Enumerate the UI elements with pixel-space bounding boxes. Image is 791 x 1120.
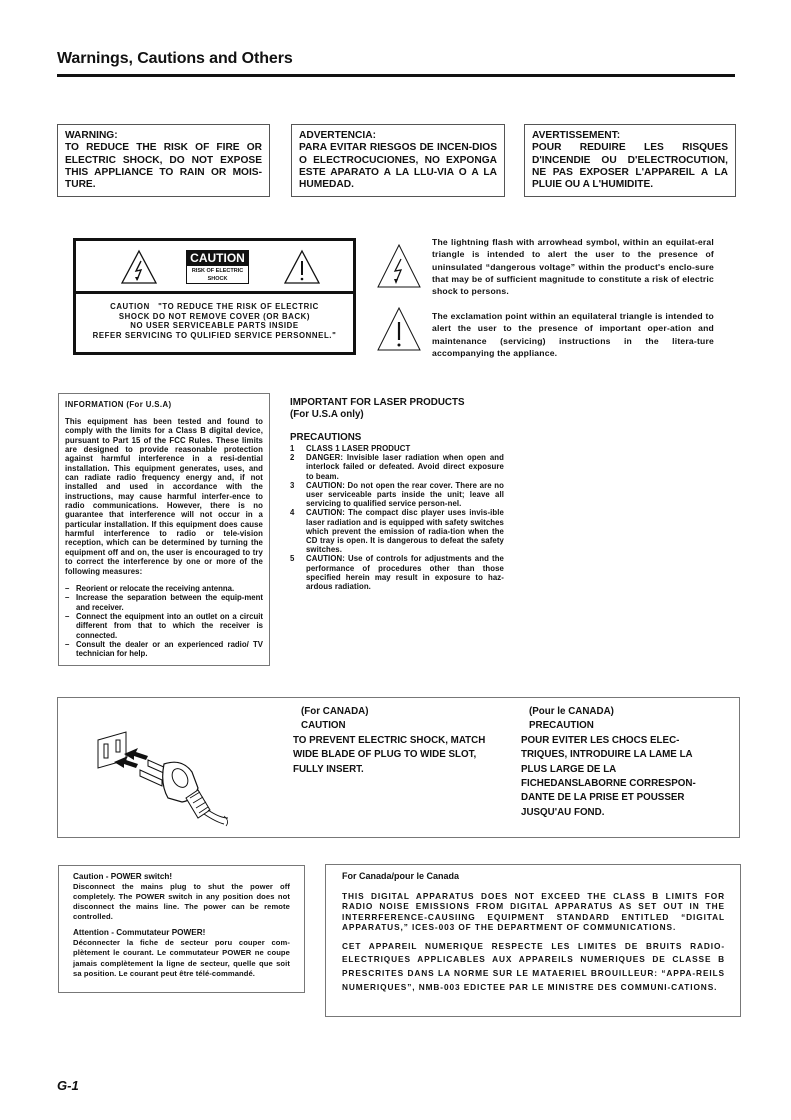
power-switch-body-english: Disconnect the mains plug to shut the power off completely. The POWER switch in any position does not disconnect the mains line. The power can be remote controlled. bbox=[73, 882, 290, 922]
fcc-heading: INFORMATION (For U.S.A) bbox=[65, 400, 172, 409]
fcc-information-box bbox=[58, 393, 270, 666]
page-number: G-1 bbox=[57, 1078, 79, 1093]
fcc-body: This equipment has been tested and found to comply with the limits for a Class B digital device, pursuant to Part 15 of the FCC Rules. These limits are designed to provide reasonable protection against harmful interference in a resi-dential installation. This equipment generates, uses, and can radiate radio frequency energy and, if not installed and used in accordance with the instructions, may cause harmful interfer-ence to radio communications. However, there is no guarantee that interference will not occur in a particular installation. If this equipment does cause harmful interference to radio or tele-vision reception, which can be determined by turning the equipment off and on, the user is encouraged to try to correct the interference by one or more of the following measures: bbox=[65, 417, 263, 576]
exclamation-triangle-icon bbox=[283, 249, 321, 285]
caution-label-symbols bbox=[76, 241, 353, 294]
warning-body: TO REDUCE THE RISK OF FIRE OR ELECTRIC SHOCK, DO NOT EXPOSE THIS APPLIANCE TO RAIN OR MOIS-TURE. bbox=[65, 142, 262, 191]
exclamation-symbol-explanation: The exclamation point within an equilateral triangle is intended to alert the user to the presence of important oper-ation and maintenance (servicing) instructions in the litera-ture accompanying the appliance. bbox=[432, 311, 714, 358]
list-item: – Connect the equipment into an outlet on a circuit different from that to which the receiver is connected. bbox=[65, 611, 263, 640]
exclamation-triangle-icon bbox=[376, 306, 422, 352]
power-switch-heading-english: Caution - POWER switch! bbox=[73, 872, 173, 881]
warning-box-english bbox=[57, 124, 270, 197]
list-item: – Consult the dealer or an experienced radio/ TV technician for help. bbox=[65, 639, 263, 659]
warning-box-spanish bbox=[291, 124, 505, 197]
list-item: – Reorient or relocate the receiving antenna. bbox=[65, 583, 235, 593]
lightning-symbol-explanation: The lightning flash with arrowhead symbol, within an equilat-eral triangle is intended to alert the user to the presence of uninsulated “dangerous voltage” within the product's enclo-sure that may be of sufficient magnitude to constitute a risk of electric shock to persons. bbox=[432, 237, 714, 297]
warning-heading: AVERTISSEMENT: bbox=[532, 130, 621, 141]
precautions-list bbox=[290, 444, 504, 591]
caution-badge bbox=[186, 250, 249, 284]
fcc-measures-list bbox=[65, 584, 263, 659]
list-item: – Increase the separation between the equip-ment and receiver. bbox=[65, 593, 263, 612]
plug-insertion-illustration bbox=[86, 718, 236, 828]
warning-heading: WARNING: bbox=[65, 130, 118, 141]
list-item: 1 CLASS 1 LASER PRODUCT bbox=[290, 444, 411, 453]
list-item: 4 CAUTION: The compact disc player uses invis-ible laser radiation and is equipped with safety switches which prevent the emission of radia-tion when the CD tray is open. It is dangerous to defeat the safety switches. bbox=[290, 508, 504, 555]
canada-plug-caution-box bbox=[57, 697, 740, 838]
canada-digital-heading: For Canada/pour le Canada bbox=[342, 871, 460, 881]
lightning-triangle-icon bbox=[376, 243, 422, 289]
caution-label-text: CAUTION "TO REDUCE THE RISK OF ELECTRIC SHOCK DO NOT REMOVE COVER (OR BACK) NO USER SERVICEABLE PARTS INSIDE REFER SERVICING TO QULIFIED SERVICE PERSONNEL." bbox=[92, 302, 337, 340]
warning-box-french bbox=[524, 124, 736, 197]
caution-badge-title: CAUTION bbox=[187, 251, 248, 266]
title-divider bbox=[57, 74, 735, 77]
laser-precautions-section bbox=[290, 397, 504, 591]
list-item: 3 CAUTION: Do not open the rear cover. There are no user serviceable parts inside the unit; leave all servicing to qualified service person-nel. bbox=[290, 480, 504, 509]
canada-digital-english: THIS DIGITAL APPARATUS DOES NOT EXCEED THE CLASS B LIMITS FOR RADIO NOISE EMISSIONS FROM DIGITAL APPARATUS AS SET OUT IN THE INTERRFERENCE-CAUSIING EQUIPMENT STANDARD ENTITLED “DIGITAL APPARATUS,” ICES-003 OF THE DEPARTMENT OF COMMUNICATIONS. bbox=[342, 891, 725, 933]
page-title: Warnings, Cautions and Others bbox=[57, 50, 293, 67]
canada-caution-english: (For CANADA) CAUTION TO PREVENT ELECTRIC SHOCK, MATCH WIDE BLADE OF PLUG TO WIDE SLOT, FULLY INSERT. bbox=[293, 706, 486, 775]
caution-label bbox=[73, 238, 356, 355]
canada-digital-apparatus-box bbox=[325, 864, 741, 1017]
list-item: 5 CAUTION: Use of controls for adjustments and the performance of procedures other than those specified herein may result in exposure to haz-ardous radiation. bbox=[290, 554, 504, 592]
power-switch-body-french: Déconnecter la fiche de secteur poru couper com-plètement le courant. Le commutateur POWER ne coupe jamais complètement la ligne de secteur, quelle que soit sa position. Le courant peut être télé-commandé. bbox=[73, 938, 290, 978]
canada-caution-french: (Pour le CANADA) PRECAUTION POUR EVITER LES CHOCS ELEC-TRIQUES, INTRODUIRE LA LAME LA PLUS LARGE DE LA FICHEDANSLABORNE CORRESPON-DANTE DE LA PRISE ET POUSSER JUSQU'AU FOND. bbox=[521, 706, 696, 818]
warning-heading: ADVERTENCIA: bbox=[299, 130, 376, 141]
caution-badge-subtitle: RISK OF ELECTRIC SHOCK bbox=[191, 268, 244, 282]
warning-body: PARA EVITAR RIESGOS DE INCEN-DIOS O ELECTROCUCIONES, NO EXPONGA ESTE APARATO A LA LLU-VIA O A LA HUMEDAD. bbox=[299, 142, 497, 191]
canada-digital-french: CET APPAREIL NUMERIQUE RESPECTE LES LIMITES DE BRUITS RADIO-ELECTRIQUES APPLICABLES AUX APPAREILS NUMERIQUES DE CLASSE B PRESCRITES DANS LA NORME SUR LE MATAERIEL BROUILLEUR: “APPA-REILS NUMERIQUES”, NMB-003 EDICTEE PAR LE MINISTRE DES COMMUNI-CATIONS. bbox=[342, 940, 725, 993]
power-switch-heading-french: Attention - Commutateur POWER! bbox=[73, 928, 206, 938]
precautions-heading: PRECAUTIONS bbox=[290, 432, 362, 443]
warning-body: POUR REDUIRE LES RISQUES D'INCENDIE OU D'ELECTROCUTION, NE PAS EXPOSER L'APPAREIL A LA PLUIE OU A L'HUMIDITE. bbox=[532, 142, 728, 191]
laser-heading: IMPORTANT FOR LASER PRODUCTS (For U.S.A only) bbox=[290, 397, 465, 420]
lightning-triangle-icon bbox=[120, 249, 158, 285]
power-switch-caution-box bbox=[58, 865, 305, 993]
list-item: 2 DANGER: Invisible laser radiation when open and interlock failed or defeated. Avoid direct exposure to beam. bbox=[290, 453, 504, 481]
